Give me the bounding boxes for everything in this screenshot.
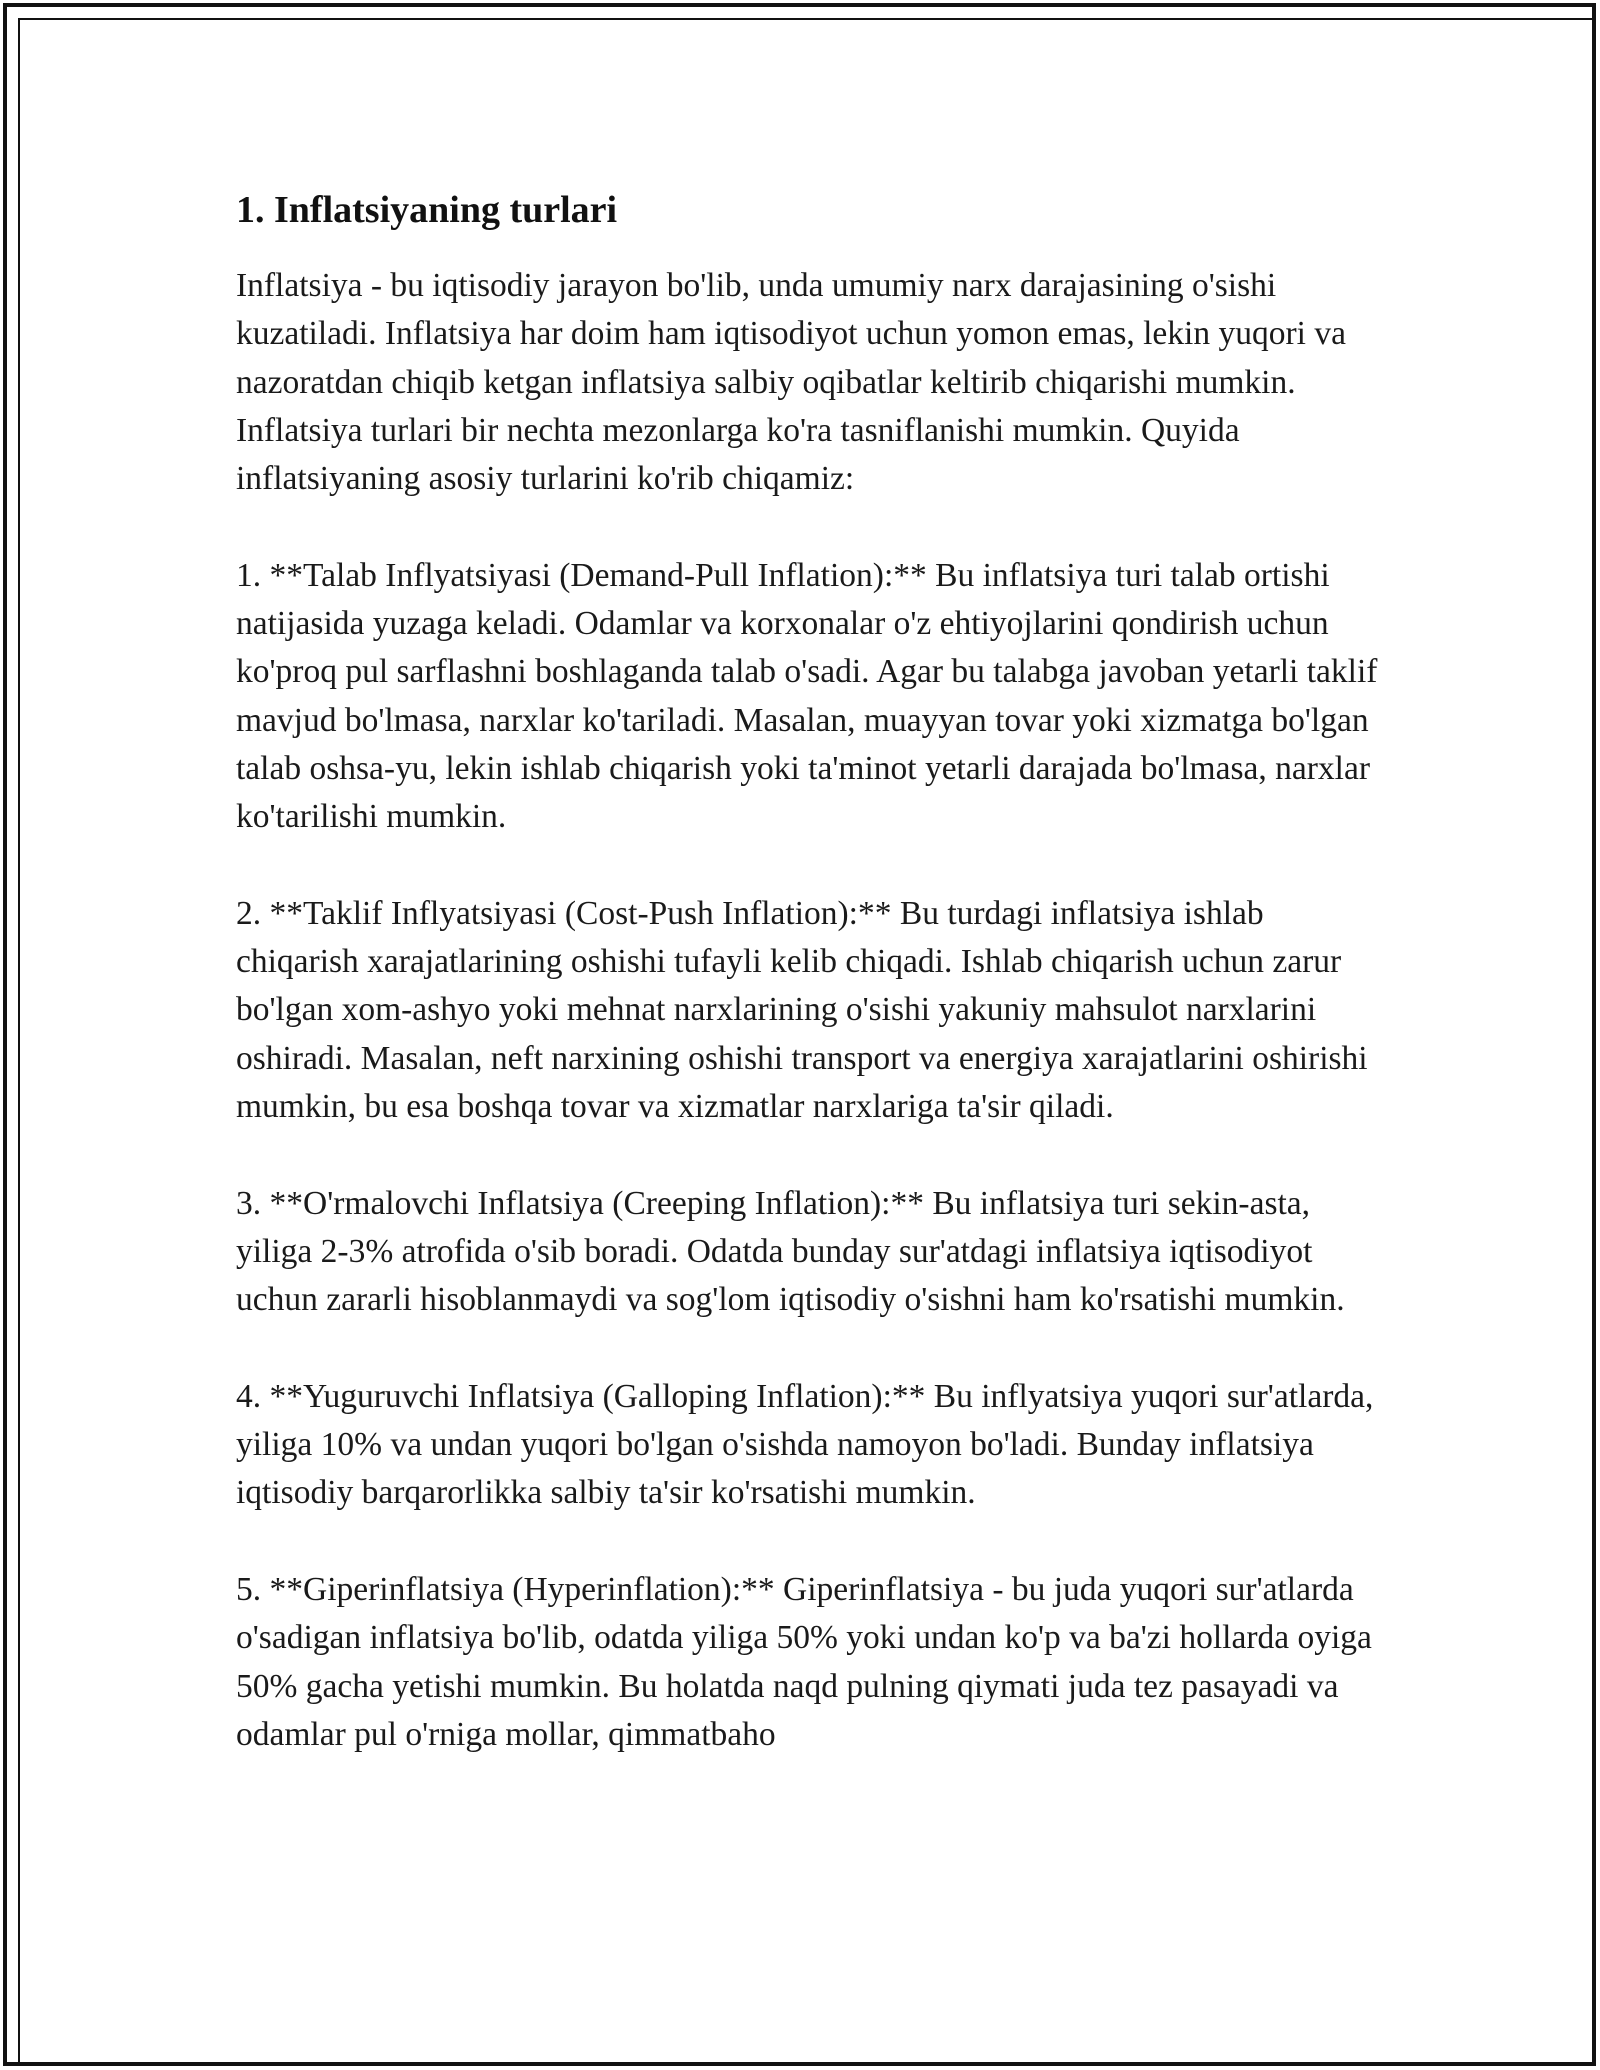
list-item-cost-push: 2. **Taklif Inflyatsiyasi (Cost-Push Inflation):** Bu turdagi inflatsiya ishlab chiqarish xarajatlarining oshishi tufayli kelib chiqadi. Ishlab chiqarish uchun zarur bo'lgan xom-ashyo yoki mehnat narxlarining o'sishi yakuniy mahsulot narxlarini oshiradi. Masalan, neft narxining oshishi transport va energiya xarajatlarini oshirishi mumkin, bu esa boshqa tovar va xizmatlar narxlariga ta'sir qiladi. bbox=[236, 894, 1368, 1126]
list-item-galloping: 4. **Yuguruvchi Inflatsiya (Galloping Inflation):** Bu inflyatsiya yuqori sur'atlarda, yiliga 10% va undan yuqori bo'lgan o'sishda namoyon bo'ladi. Bunday inflatsiya iqtisodiy barqarorlikka salbiy ta'sir ko'rsatishi mumkin. bbox=[236, 1377, 1374, 1512]
intro-paragraph: Inflatsiya - bu iqtisodiy jarayon bo'lib, unda umumiy narx darajasining o'sishi kuzatiladi. Inflatsiya har doim ham iqtisodiyot uchun yomon emas, lekin yuqori va nazoratdan chiqib ketgan inflatsiya salbiy oqibatlar keltirib chiqarishi mumkin. Inflatsiya turlari bir nechta mezonlarga ko'ra tasniflanishi mumkin. Quyida inflatsiyaning asosiy turlarini ko'rib chiqamiz: bbox=[236, 267, 1346, 498]
document-body bbox=[236, 186, 1386, 1759]
list-item-creeping: 3. **O'rmalovchi Inflatsiya (Creeping Inflation):** Bu inflatsiya turi sekin-asta, yiliga 2-3% atrofida o'sib boradi. Odatda bunday sur'atdagi inflatsiya iqtisodiyot uchun zararli hisoblanmaydi va sog'lom iqtisodiy o'sishni ham ko'rsatishi mumkin. bbox=[236, 1184, 1345, 1319]
list-item-demand-pull: 1. **Talab Inflyatsiyasi (Demand-Pull Inflation):** Bu inflatsiya turi talab ortishi natijasida yuzaga keladi. Odamlar va korxonalar o'z ehtiyojlarini qondirish uchun ko'proq pul sarflashni boshlaganda talab o'sadi. Agar bu talabga javoban yetarli taklif mavjud bo'lmasa, narxlar ko'tariladi. Masalan, muayyan tovar yoki xizmatga bo'lgan talab oshsa-yu, lekin ishlab chiqarish yoki ta'minot yetarli darajada bo'lmasa, narxlar ko'tarilishi mumkin. bbox=[236, 556, 1378, 836]
list-item-hyperinflation: 5. **Giperinflatsiya (Hyperinflation):** Giperinflatsiya - bu juda yuqori sur'atlarda o'sadigan inflatsiya bo'lib, odatda yiliga 50% yoki undan ko'p va ba'zi hollarda oyiga 50% gacha yetishi mumkin. Bu holatda naqd pulning qiymati juda tez pasayadi va odamlar pul o'rniga mollar, qimmatbaho bbox=[236, 1571, 1372, 1753]
section-heading: 1. Inflatsiyaning turlari bbox=[236, 189, 618, 231]
